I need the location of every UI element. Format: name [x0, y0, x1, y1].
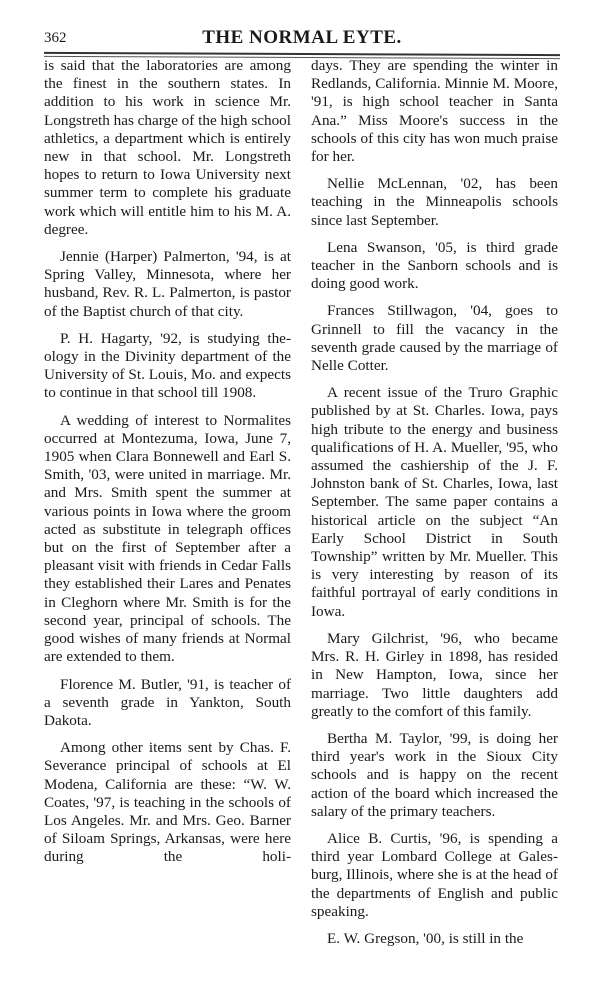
paragraph-severance: Among other items sent by Chas. F. Severance principal of schools at El Modena, California are these: “W. W. Coates, '97, is teaching in the schools of Los Angeles. Mr. and Mrs. Geo. Barner of Siloam Springs, Arkansas, were here during the holi-: [44, 739, 291, 866]
paragraph-longstreth-continued: is said that the laboratories are among the finest in the southern states. In addition to his work in science Mr. Longstreth has charge of the high school athletics, a department which is entirely new in that school. Mr. Longstreth hopes to return to Iowa University next summer term to complete his graduate work which will entitle him to his M. A. degree.: [44, 57, 291, 238]
paragraph-wedding: A wedding of interest to Normalites occurred at Montezuma, Iowa, June 7, 1905 when Clara Bonnewell and Earl S. Smith, '03, were united in marriage. Mr. and Mrs. Smith spent the summer at various points in Iowa where the groom acted as substitute in telegraph offices but on the first of September after a pleasant visit with friends in Cedar Falls they established their Lares and Penates in Cleghorn where Mr. Smith is for the second year, principal of schools. The good wishes of many friends at Normal are extended to them.: [44, 411, 291, 666]
paragraph-mclennan: Nellie McLennan, '02, has been teaching in the Minneapolis schools since last September.: [311, 175, 558, 229]
publication-title: THE NORMAL EYTE.: [202, 27, 402, 48]
paragraph-gilchrist: Mary Gilchrist, '96, who became Mrs. R. H. Girley in 1898, has resided in New Hampton, Iowa, since her marriage. Two little daughters add greatly to the comfort of this family.: [311, 629, 558, 720]
right-column: [311, 57, 558, 957]
page-number: 362: [44, 30, 67, 46]
paragraph-taylor: Bertha M. Taylor, '99, is doing her third year's work in the Sioux City schools and is happy on the recent action of the board which increased the salary of the primary teachers.: [311, 729, 558, 820]
paragraph-stillwagon: Frances Stillwagon, '04, goes to Grinnell to fill the vacancy in the seventh grade caused by the marriage of Nelle Cotter.: [311, 302, 558, 375]
paragraph-severance-continued: days. They are spending the winter in Redlands, California. Minnie M. Moore, '91, is high school teacher in Santa Ana.” Miss Moore's success in the schools of this city has won much praise for her.: [311, 57, 558, 166]
paragraph-butler: Florence M. Butler, '91, is teacher of a seventh grade in Yankton, South Dakota.: [44, 675, 291, 729]
paragraph-hagarty: P. H. Hagarty, '92, is studying theology in the Divinity department of the University of St. Louis, Mo. and expects to continue in that school till 1908.: [44, 329, 291, 402]
paragraph-palmerton: Jennie (Harper) Palmerton, '94, is at Spring Valley, Minnesota, where her husband, Rev. R. L. Palmerton, is pastor of the Baptist church of that city.: [44, 248, 291, 320]
paragraph-swanson: Lena Swanson, '05, is third grade teacher in the Sanborn schools and is doing good work.: [311, 238, 558, 293]
paragraph-truro-graphic: A recent issue of the Truro Graphic published by at St. Charles. Iowa, pays high tribute to the energy and business qualifications of H. A. Mueller, '95, who assumed the cashiership of the J. F. Johnston bank of St. Charles, Iowa, last September. The same paper contains a historical article on the subject “An Early School District in South Township” written by Mr. Mueller. This is very interesting by reason of its faithful portrayal of early conditions in Iowa.: [311, 384, 558, 620]
paragraph-gregson: E. W. Gregson, '00, is still in the: [327, 929, 524, 947]
paragraph-curtis: Alice B. Curtis, '96, is spending a third year Lombard College at Galesburg, Illinois, where she is at the head of the departments of English and public speaking.: [311, 829, 558, 920]
page-header: [44, 24, 560, 54]
left-column: [44, 57, 291, 876]
